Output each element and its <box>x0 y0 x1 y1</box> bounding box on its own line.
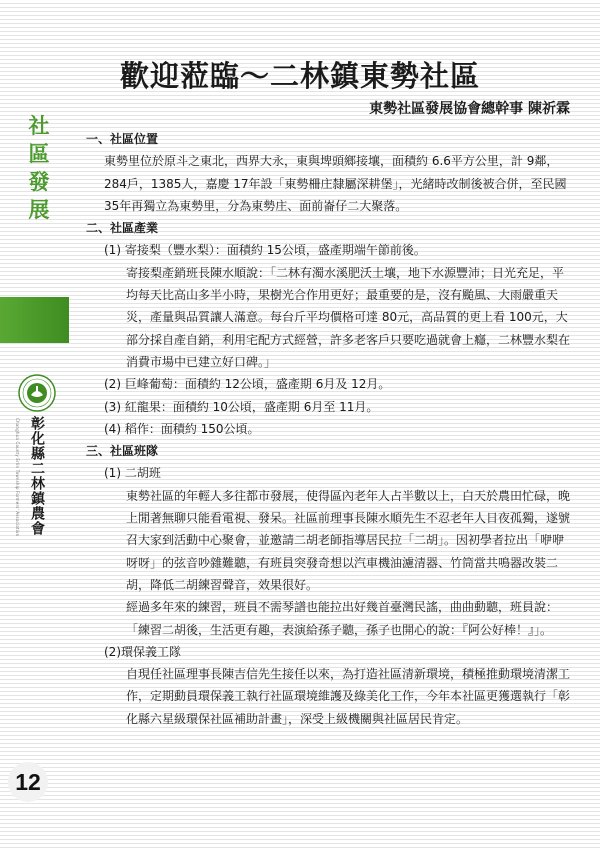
author-byline: 東勢社區發展協會總幹事 陳祈霖 <box>369 101 570 117</box>
section-heading: 二、社區產業 <box>86 221 159 236</box>
paragraph: 經過多年來的練習，班員不需琴譜也能拉出好幾首臺灣民謠，曲曲動聽，班員說：「練習二胡後，生活更有趣，表演給孫子聽，孫子也開心的說：『阿公好棒！』」。 <box>126 600 559 637</box>
section-label <box>24 112 54 224</box>
list-item: (1) 寄接梨（豐水梨）：面積約 15公頃，盛產期端午節前後。 <box>104 243 426 258</box>
section-label-char: 社 <box>28 114 50 138</box>
page-number: 12 <box>8 762 48 802</box>
section-label-char: 展 <box>28 198 50 222</box>
section-label-char: 發 <box>28 170 50 194</box>
list-item: (2)環保義工隊 <box>104 644 181 659</box>
list-item: (4) 稻作：面積約 150公頃。 <box>104 421 260 436</box>
org-name: 彰化縣二林鎮農會 <box>29 416 45 536</box>
page-title: 歡迎蒞臨～二林鎮東勢社區 <box>119 59 480 93</box>
org-english-name: Changhua County Erlin Township Farmers' Association <box>15 418 20 537</box>
paragraph: 寄接梨產銷班長陳水順說：「二林有濁水溪肥沃土壤，地下水源豐沛；日光充足，平均每天比高山多半小時，果樹光合作用更好；最重要的是，沒有颱風、大雨嚴重天災，產量與品質讓人滿意。每台斤平均價格可達 80元，高品質的更上看 100元，大部分採自產自銷，利用宅配方式經營，許多老客戶只要吃過就會上癮，二林豐水梨在消費市場中已建立好口碑。」 <box>126 265 571 369</box>
section-heading: 三、社區班隊 <box>86 444 159 459</box>
list-item: (1) 二胡班 <box>104 466 161 481</box>
section-heading: 一、社區位置 <box>86 132 159 146</box>
article-body <box>86 128 574 730</box>
paragraph: 自現任社區理事長陳吉信先生接任以來，為打造社區清新環境，積極推動環境清潔工作，定期動員環保義工執行社區環境維護及綠美化工作，今年本社區更獲選執行「彰化縣六星級環保社區補助計畫」，深受上級機關與社區居民肯定。 <box>126 667 571 726</box>
paragraph: 東勢里位於原斗之東北，西界大永，東與埤頭鄉接壤，面積約 6.6平方公里，計 9鄰，284戶，1385人，嘉慶 17年設「東勢柵庄隸屬深耕堡」，光緒時改制後被合併，至民國 35年再獨立為東勢里，分為東勢庄、面前崙仔二大聚落。 <box>104 154 567 213</box>
list-item: (2) 巨峰葡萄：面積約 12公頃，盛產期 6月及 12月。 <box>104 377 391 392</box>
list-item: (3) 紅龍果：面積約 10公頃，盛產期 6月至 11月。 <box>104 399 379 414</box>
paragraph: 東勢社區的年輕人多往都市發展，使得區內老年人占半數以上，白天於農田忙碌，晚上閒著無聊只能看電視、發呆。社區前理事長陳水順先生不忍老年人日夜孤獨，遂號召大家到活動中心聚會，並邀請二胡老師指導居民拉「二胡」。因初學者拉出「咿咿呀呀」的弦音吵雜難聽，有班員突發奇想以汽車機油濾清器、竹筒當共鳴器改裝二胡，降低二胡練習聲音，效果很好。 <box>126 488 571 592</box>
section-label-char: 區 <box>28 142 50 166</box>
farmers-association-logo <box>18 374 56 412</box>
green-accent-bar <box>0 297 69 343</box>
